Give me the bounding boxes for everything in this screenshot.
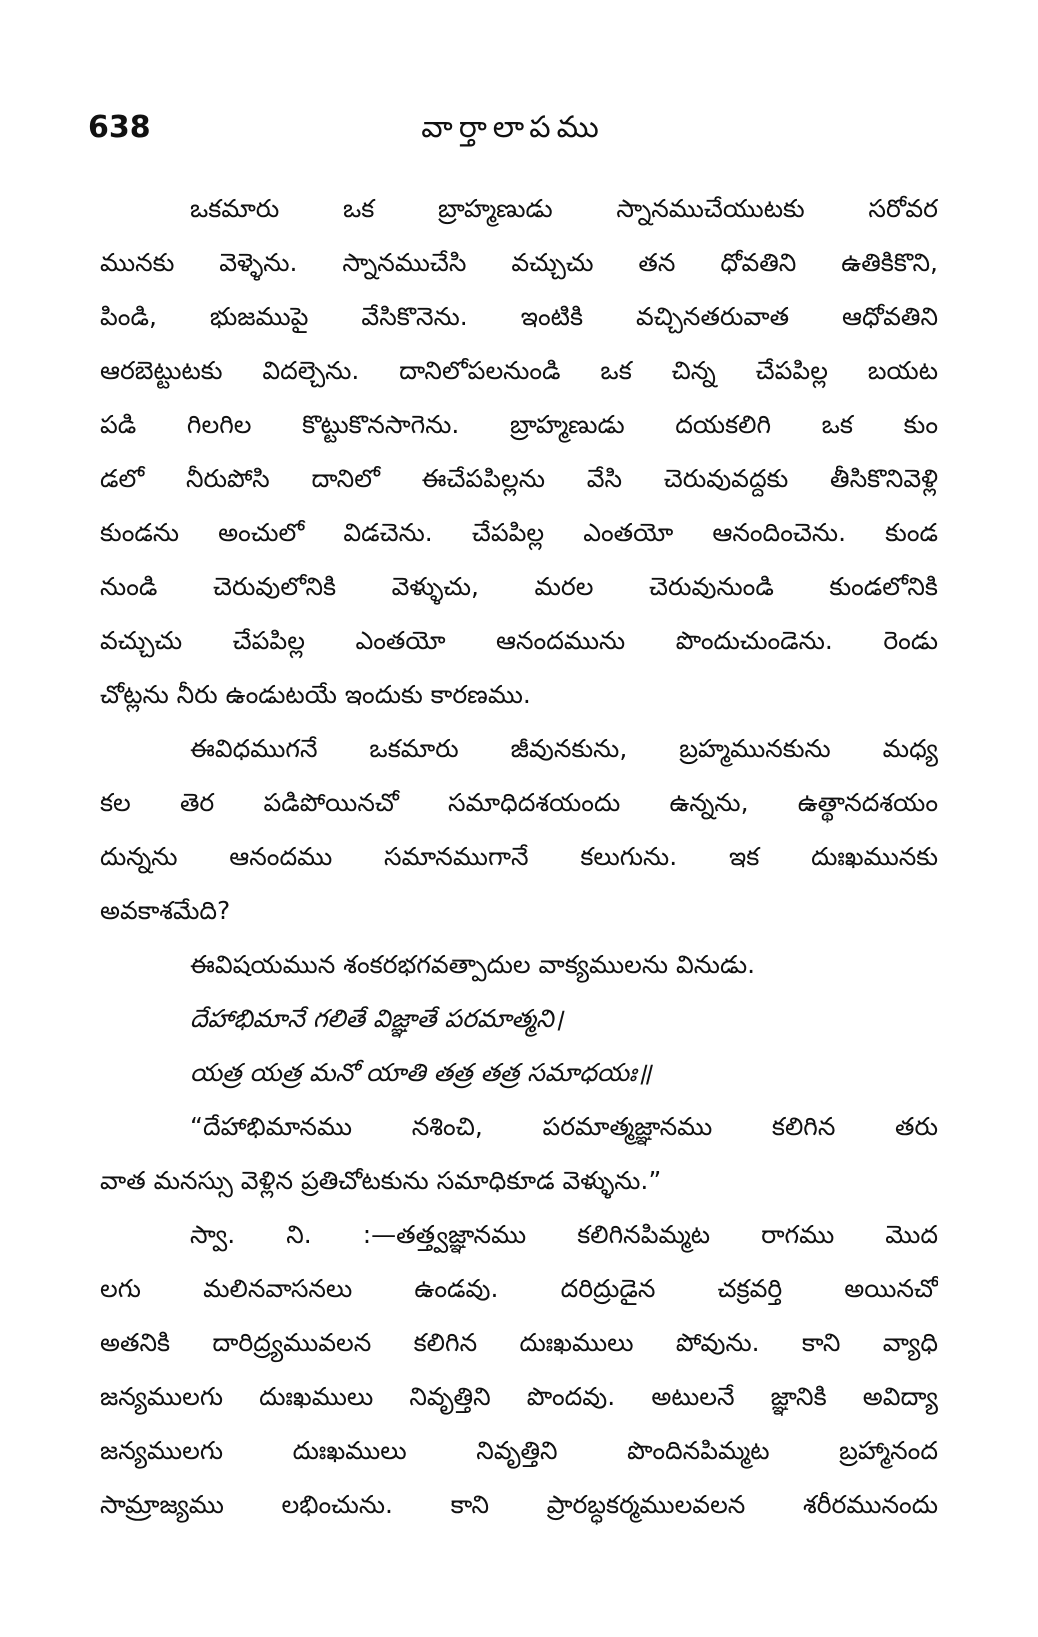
text-line: జన్యములగు దుఃఖములు నివృత్తిని పొందినపిమ్మట బ్రహ్మానంద xyxy=(100,1436,938,1465)
paragraph-2 xyxy=(100,722,938,938)
text-line: ఒకమారు ఒక బ్రాహ్మణుడు స్నానముచేయుటకు సరోవర xyxy=(190,194,938,223)
running-title: వార్తాలాపము xyxy=(421,110,605,145)
text-line: వచ్చుచు చేపపిల్ల ఎంతయో ఆనందమును పొందుచుండెను. రెండు xyxy=(100,626,938,655)
text-line: ఆరబెట్టుటకు విదల్చెను. దానిలోపలనుండి ఒక చిన్న చేపపిల్ల బయట xyxy=(100,356,938,385)
text-line: చోట్లను నీరు ఉండుటయే ఇందుకు కారణము. xyxy=(100,680,531,709)
paragraph-swami-ni xyxy=(100,1208,938,1532)
page-header xyxy=(88,110,938,154)
verse-line: దేహాభిమానే గలితే విజ్ఞాతే పరమాత్మని। xyxy=(190,1004,564,1033)
text-line: సామ్రాజ్యము లభించును. కాని ప్రారబ్ధకర్మములవలన శరీరమునందు xyxy=(100,1490,938,1519)
text-line: మునకు వెళ్ళెను. స్నానముచేసి వచ్చుచు తన ధోవతిని ఉతికికొని, xyxy=(100,248,938,277)
text-line: దున్నను ఆనందము సమానముగానే కలుగును. ఇక దుఃఖమునకు xyxy=(100,842,938,871)
paragraph-1 xyxy=(100,182,938,722)
text-line: డలో నీరుపోసి దానిలో ఈచేపపిల్లను వేసి చెరువువద్దకు తీసికొనివెళ్లి xyxy=(100,464,938,493)
text-line: కల తెర పడిపోయినచో సమాధిదశయందు ఉన్నను, ఉత్థానదశయం xyxy=(100,788,938,817)
text-line: నుండి చెరువులోనికి వెళ్ళుచు, మరల చెరువునుండి కుండలోనికి xyxy=(100,572,938,601)
text-line: వాత మనస్సు వెళ్లిన ప్రతిచోటకును సమాధికూడ వెళ్ళును.” xyxy=(100,1166,662,1195)
paragraph-3 xyxy=(100,938,938,992)
text-line: పిండి, భుజముపై వేసికొనెను. ఇంటికి వచ్చినతరువాత ఆధోవతిని xyxy=(100,302,938,331)
verse-translation xyxy=(100,1100,938,1208)
text-line: అతనికి దారిద్ర్యమువలన కలిగిన దుఃఖములు పోవును. కాని వ్యాధి xyxy=(100,1328,938,1357)
text-line: ఈవిధముగనే ఒకమారు జీవునకును, బ్రహ్మమునకును మధ్య xyxy=(190,734,938,763)
text-line: లగు మలినవాసనలు ఉండవు. దరిద్రుడైన చక్రవర్తి అయినచో xyxy=(100,1274,938,1303)
text-line: ఈవిషయమున శంకరభగవత్పాదుల వాక్యములను వినుడు. xyxy=(190,950,756,979)
text-line: జన్యములగు దుఃఖములు నివృత్తిని పొందవు. అటులనే జ్ఞానికి అవిద్యా xyxy=(100,1382,938,1411)
text-line: “దేహాభిమానము నశించి, పరమాత్మజ్ఞానము కలిగిన తరు xyxy=(190,1112,938,1141)
verse-line: యత్ర యత్ర మనో యాతి తత్ర తత్ర సమాధయః॥ xyxy=(190,1058,652,1087)
sanskrit-verse xyxy=(100,992,938,1100)
text-line: కుండను అంచులో విడచెను. చేపపిల్ల ఎంతయో ఆనందించెను. కుండ xyxy=(100,518,938,547)
page-number: 638 xyxy=(88,110,151,145)
text-line: పడి గిలగిల కొట్టుకొనసాగెను. బ్రాహ్మణుడు దయకలిగి ఒక కుం xyxy=(100,410,938,439)
text-line: అవకాశమేది? xyxy=(100,896,231,925)
page-body xyxy=(100,182,938,1532)
text-line: స్వా. ని. :—తత్త్వజ్ఞానము కలిగినపిమ్మట రాగము మొద xyxy=(190,1220,938,1249)
